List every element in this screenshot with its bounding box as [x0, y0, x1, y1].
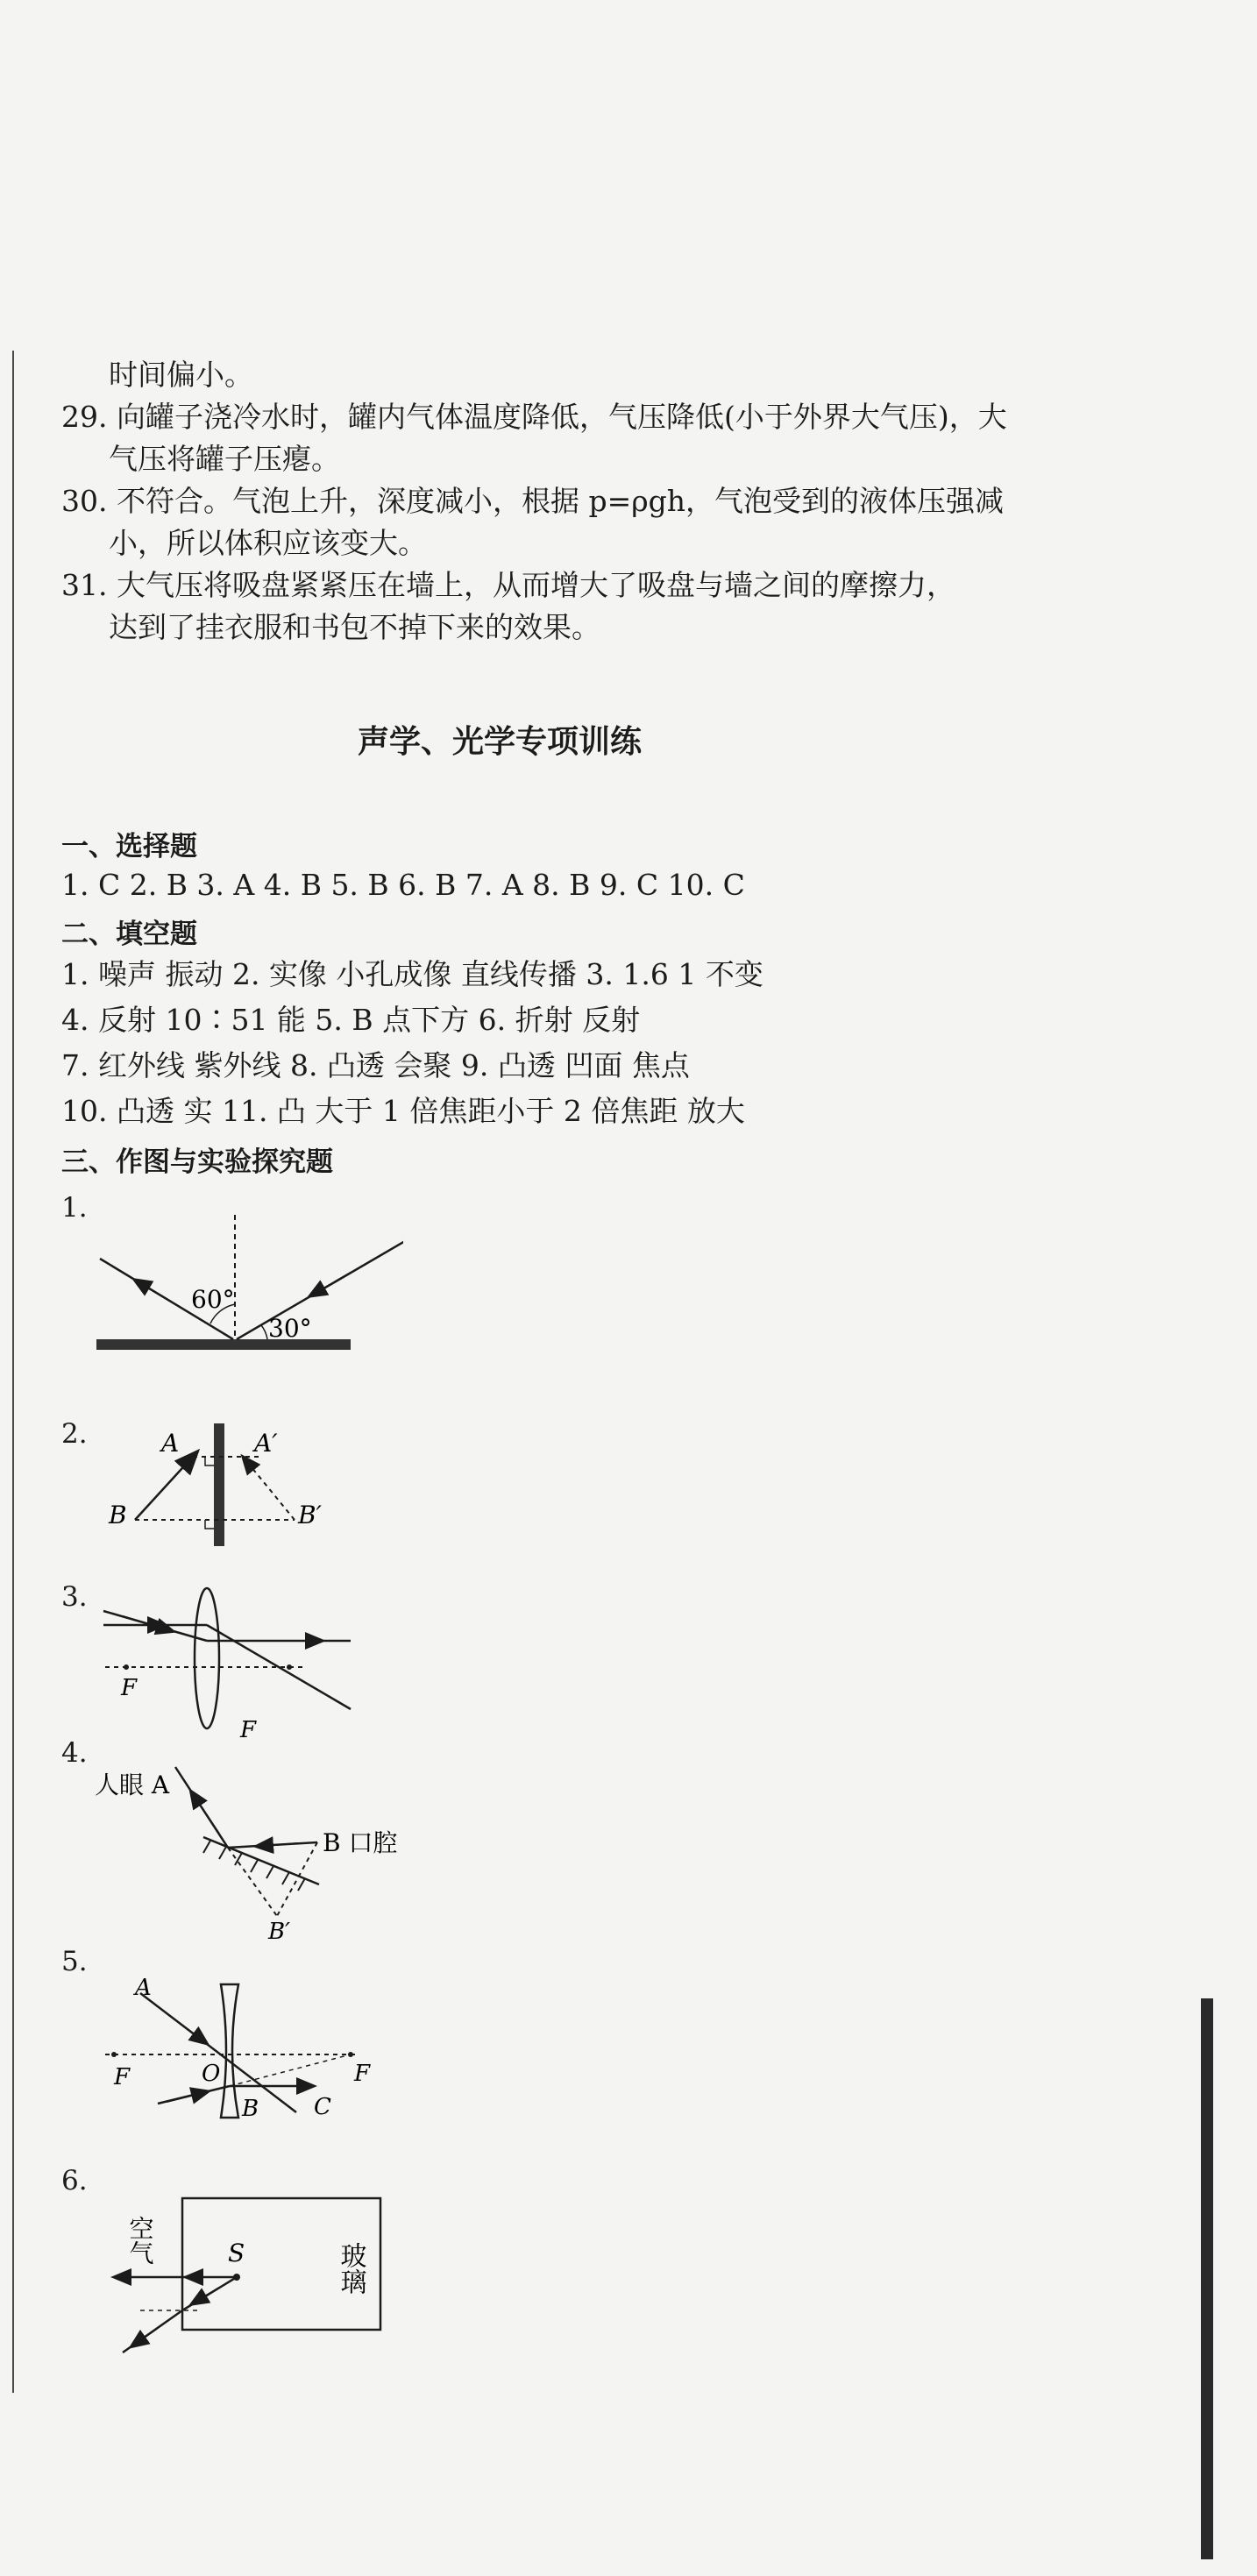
angle-label-30: 30°	[268, 1314, 312, 1343]
ray-a-through-center	[140, 1993, 296, 2112]
image-connection	[277, 1842, 317, 1916]
object-arrow-ab	[135, 1458, 191, 1520]
focus-label-left: F	[114, 2064, 131, 2090]
left-margin-rule	[12, 351, 14, 2393]
section-fill-blank-heading: 二、填空题	[61, 919, 197, 950]
angle-label-60: 60°	[191, 1285, 235, 1314]
answer-29-line-1: 29. 向罐子浇冷水时，罐内气体温度降低，气压降低(小于外界大气压)，大	[61, 400, 1007, 434]
extension-to-focus	[230, 2054, 351, 2086]
ray-s-down-arrow	[197, 2288, 219, 2301]
answer-30-line-1: 30. 不符合。气泡上升，深度减小，根据 p=ρgh，气泡受到的液体压强减	[61, 484, 1005, 518]
multiple-choice-answers: 1. C 2. B 3. A 4. B 5. B 6. B 7. A 8. B 9. C 10. C	[61, 868, 745, 902]
figure-2-number: 2.	[61, 1418, 88, 1450]
figure-6-glass-refraction-diagram	[88, 2181, 403, 2365]
plane-mirror	[214, 1423, 224, 1546]
incident-ray-arrow	[316, 1273, 351, 1293]
figure-2-plane-mirror-diagram	[88, 1411, 351, 1551]
label-b: B	[109, 1501, 127, 1529]
label-s: S	[228, 2239, 245, 2267]
concave-lens	[221, 1984, 238, 2118]
focus-label-left: F	[121, 1675, 138, 1701]
figure-1-reflection-diagram	[88, 1210, 403, 1367]
focus-point-left	[124, 1664, 129, 1670]
fill-blank-line-1: 1. 噪声 振动 2. 实像 小孔成像 直线传播 3. 1.6 1 不变	[61, 957, 763, 991]
image-label-b-prime: B′	[268, 1919, 291, 1945]
label-a: A	[135, 1975, 152, 2001]
ray-through-focus-in-arrow	[123, 1616, 167, 1629]
ray-refracted-arrow	[137, 2328, 158, 2343]
convex-lens	[195, 1588, 219, 1728]
ray-toward-focus-arrow	[167, 2093, 202, 2102]
figure-4-dental-mirror-diagram	[88, 1753, 438, 1946]
label-air: 空气	[125, 2216, 155, 2265]
fill-blank-line-2: 4. 反射 10∶51 能 5. B 点下方 6. 折射 反射	[61, 1003, 641, 1037]
label-a-prime: A′	[254, 1429, 278, 1458]
right-angle-mark-b	[205, 1520, 214, 1529]
figure-3-convex-lens-diagram	[88, 1586, 368, 1744]
angle-arc-30	[261, 1325, 267, 1339]
continuation-line: 时间偏小。	[109, 358, 253, 392]
label-b: B	[242, 2096, 259, 2122]
focus-label-right: F	[240, 1717, 257, 1743]
fill-blank-line-3: 7. 红外线 紫外线 8. 凸透 会聚 9. 凸透 凹面 焦点	[61, 1048, 690, 1082]
reflected-ray-arrow	[140, 1283, 167, 1299]
eye-label: 人眼 A	[95, 1771, 170, 1799]
focus-point-right	[348, 2052, 353, 2057]
label-a: A	[161, 1429, 180, 1458]
page-title: 声学、光学专项训练	[358, 724, 643, 760]
label-c: C	[314, 2094, 331, 2120]
answer-29-line-2: 气压将罐子压瘪。	[109, 442, 340, 476]
figure-6-number: 6.	[61, 2165, 88, 2196]
right-page-edge-shadow	[1201, 1998, 1213, 2559]
ray-a-arrow	[167, 2013, 202, 2040]
reflected-ray-arrow	[195, 1797, 219, 1834]
figure-5-concave-lens-diagram	[88, 1972, 386, 2130]
right-angle-mark-a	[205, 1457, 214, 1465]
focus-point-right	[287, 1664, 292, 1670]
figure-3-number: 3.	[61, 1581, 88, 1613]
figure-1-number: 1.	[61, 1192, 88, 1224]
section-drawing-heading: 三、作图与实验探究题	[61, 1146, 333, 1178]
answer-30-line-2: 小，所以体积应该变大。	[109, 526, 427, 560]
focus-point-left	[111, 2052, 117, 2057]
focus-label-right: F	[354, 2061, 371, 2087]
mirror-surface	[96, 1339, 351, 1350]
answer-31-line-1: 31. 大气压将吸盘紧紧压在墙上，从而增大了吸盘与墙之间的摩擦力，	[61, 568, 955, 602]
section-multiple-choice-heading: 一、选择题	[61, 831, 197, 862]
label-b-prime: B′	[298, 1501, 322, 1529]
figure-5-number: 5.	[61, 1946, 88, 1977]
fill-blank-line-4: 10. 凸透 实 11. 凸 大于 1 倍焦距小于 2 倍焦距 放大	[61, 1094, 745, 1128]
answer-31-line-2: 达到了挂衣服和书包不掉下来的效果。	[109, 610, 600, 644]
image-arrow-a-prime-b-prime	[247, 1462, 295, 1520]
figure-4-number: 4.	[61, 1737, 88, 1769]
point-s	[233, 2274, 240, 2281]
label-o: O	[202, 2061, 221, 2087]
label-glass: 玻璃	[335, 2242, 366, 2295]
mouth-label: B 口腔	[323, 1828, 398, 1857]
